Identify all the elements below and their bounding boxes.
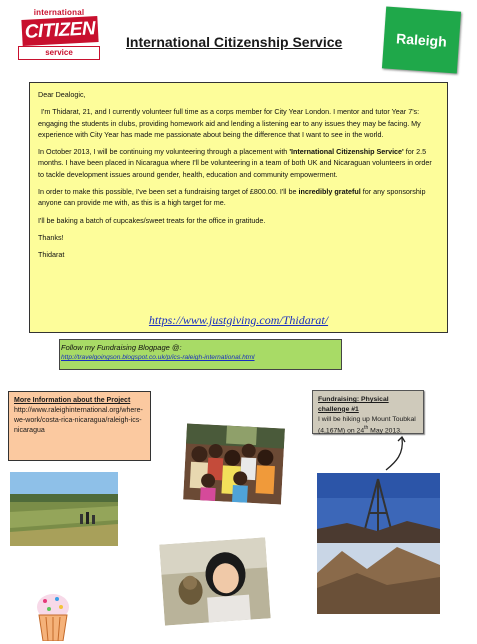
letter-signature: Thidarat [38, 250, 65, 260]
letter-greeting: Dear Dealogic, [38, 90, 86, 99]
more-info-url[interactable]: http://www.raleighinternational.org/where-we-work/costa-rica-nicaragua/raleigh-ics-nicaragua [14, 407, 143, 434]
fundraising-heading: Fundraising: Physical challenge #1 [318, 396, 389, 413]
letter-p3-c: for any sponsorship anyone can provide me with, as this is a high target for me. [38, 186, 426, 208]
letter-p2-a: In October 2013, I will be continuing my volunteering through a placement with [38, 147, 290, 157]
blog-label: Follow my Fundraising Blogpage @: [61, 343, 182, 352]
letter-p2-bold: 'International Citizenship Service' [289, 147, 404, 157]
letter-paragraph-intro: I'm Thidarat, 21, and I currently volunteer full time as a corps member for City Year London. I mentor and tutor Year 7's: engaging the students in clubs, providing homework aid and lending a listening ear to any issues they may be facing. My experience with City Year has made me passionate about being the difference that I want to see in the world. [38, 107, 421, 139]
letter-paragraph-placement [38, 146, 439, 180]
letter-p3-a: In order to make this possible, I've been set a fundraising target of £800.00. I'll be [38, 186, 299, 196]
fundraising-text-a: I will be hiking up Mount Toubkal (4,167M) on 24 [318, 415, 416, 435]
page-title: International Citizenship Service [126, 34, 343, 50]
letter-p3-bold: incredibly grateful [298, 186, 361, 196]
curved-arrow-icon [380, 436, 410, 476]
sponsorship-letter [29, 82, 448, 333]
fundraising-text [318, 415, 418, 437]
children-group-photo [183, 423, 285, 504]
letter-thanks: Thanks! [38, 232, 64, 242]
fundraising-challenge-box [312, 390, 424, 434]
blog-link[interactable]: http://travelgoingson.blogspot.co.uk/p/ics-raleigh-international.html [61, 354, 255, 361]
logo-line-international: international [33, 8, 85, 17]
fundraising-text-b: May 2013. [368, 427, 402, 435]
raleigh-logo-text: Raleigh [395, 30, 448, 50]
justgiving-link[interactable]: https://www.justgiving.com/Thidarat/ [148, 312, 329, 327]
raleigh-logo [382, 6, 461, 73]
mount-toubkal-photo [317, 473, 440, 614]
logo-line-service: service [18, 46, 100, 60]
blog-box [59, 339, 342, 370]
more-information-box [8, 391, 151, 461]
letter-p2-c: for 2.5 months. I have been placed in Nicaragua where I'll be volunteering in a team of both UK and Nicaraguan volunteers in order to tackle development issues around gender, health, education and community empowerment. [38, 147, 432, 179]
cupcake-icon [33, 591, 73, 641]
girl-with-monkey-photo [159, 537, 270, 625]
more-info-heading: More Information about the Project [14, 397, 131, 404]
field-landscape-photo [10, 472, 118, 546]
fundraising-text-sup: th [364, 425, 369, 432]
letter-paragraph-target [38, 186, 439, 208]
logo-line-citizen: CITIZEN [21, 16, 98, 46]
international-citizen-service-logo [18, 6, 100, 64]
letter-paragraph-cupcakes: I'll be baking a batch of cupcakes/sweet treats for the office in gratitude. [38, 215, 266, 225]
